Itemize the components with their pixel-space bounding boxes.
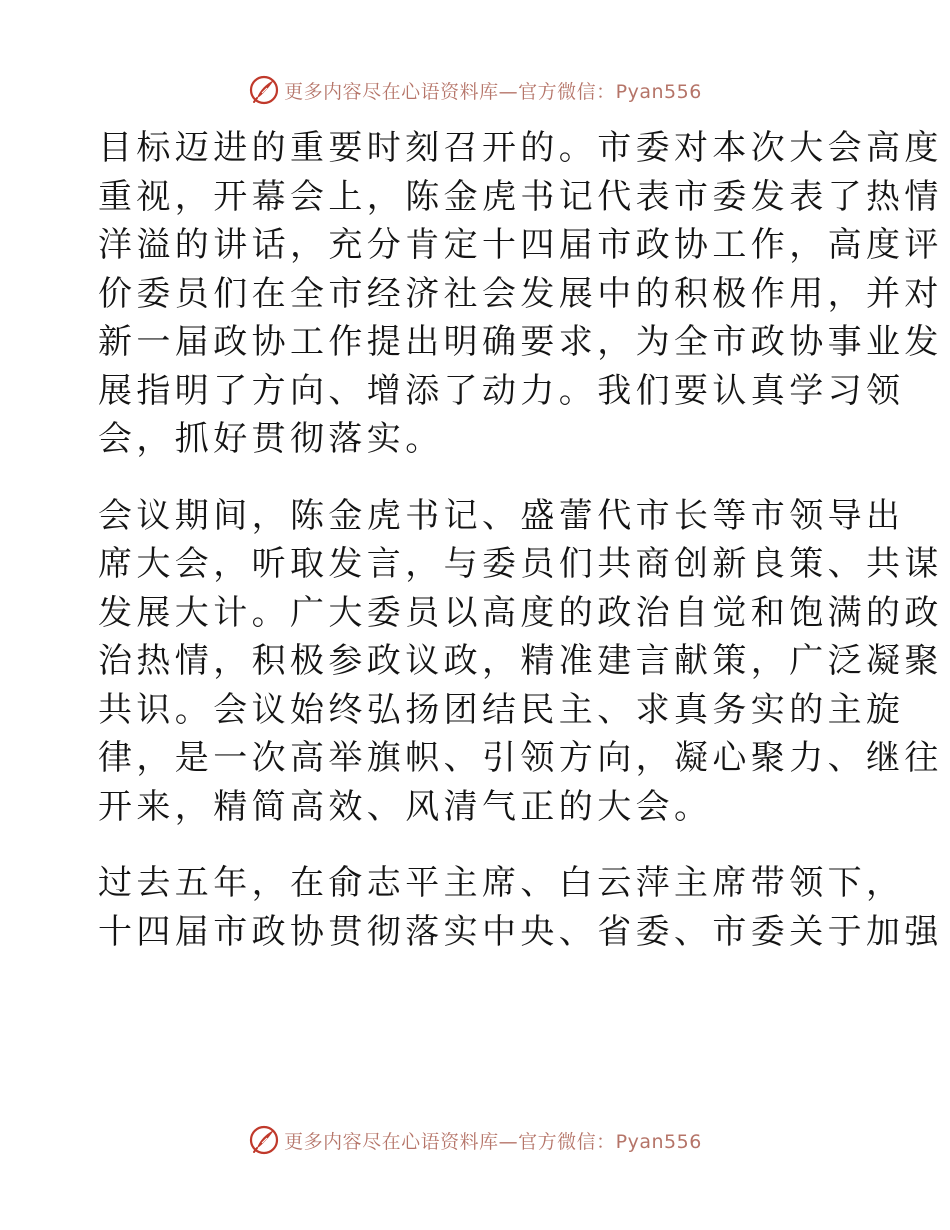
text-line: 十四届市政协贯彻落实中央、省委、市委关于加强 — [98, 911, 943, 952]
header-banner-text: 更多内容尽在心语资料库—官方微信：Pyan556 — [284, 80, 702, 103]
footer-banner-text: 更多内容尽在心语资料库—官方微信：Pyan556 — [284, 1130, 702, 1153]
text-line: 席大会，听取发言，与委员们共商创新良策、共谋 — [98, 544, 943, 584]
paragraph-2 — [98, 492, 943, 832]
paragraph-3 — [98, 859, 943, 956]
text-line: 会，抓好贯彻落实。 — [98, 419, 444, 459]
footer-banner — [0, 1120, 950, 1160]
feather-pen-logo-icon — [248, 74, 280, 106]
text-line: 过去五年，在俞志平主席、白云萍主席带领下， — [98, 863, 905, 903]
text-line: 共识。会议始终弘扬团结民主、求真务实的主旋 — [98, 689, 905, 730]
paragraph-1 — [98, 124, 943, 464]
text-line: 展指明了方向、增添了动力。我们要认真学习领 — [98, 370, 905, 411]
text-line: 会议期间，陈金虎书记、盛蕾代市长等市领导出 — [98, 495, 905, 536]
text-line: 价委员们在全市经济社会发展中的积极作用，并对 — [98, 273, 943, 314]
text-line: 治热情，积极参政议政，精准建言献策，广泛凝聚 — [98, 641, 943, 681]
text-line: 洋溢的讲话，充分肯定十四届市政协工作，高度评 — [98, 225, 943, 265]
feather-pen-logo-icon — [248, 1124, 280, 1156]
header-banner — [0, 70, 950, 110]
text-line: 新一届政协工作提出明确要求，为全市政协事业发 — [98, 322, 943, 362]
text-line: 开来，精简高效、风清气正的大会。 — [98, 786, 713, 827]
text-line: 发展大计。广大委员以高度的政治自觉和饱满的政 — [98, 592, 943, 633]
document-body — [98, 124, 943, 984]
text-line: 重视，开幕会上，陈金虎书记代表市委发表了热情 — [98, 176, 943, 217]
text-line: 目标迈进的重要时刻召开的。市委对本次大会高度 — [98, 128, 943, 168]
text-line: 律，是一次高举旗帜、引领方向，凝心聚力、继往 — [98, 738, 943, 778]
